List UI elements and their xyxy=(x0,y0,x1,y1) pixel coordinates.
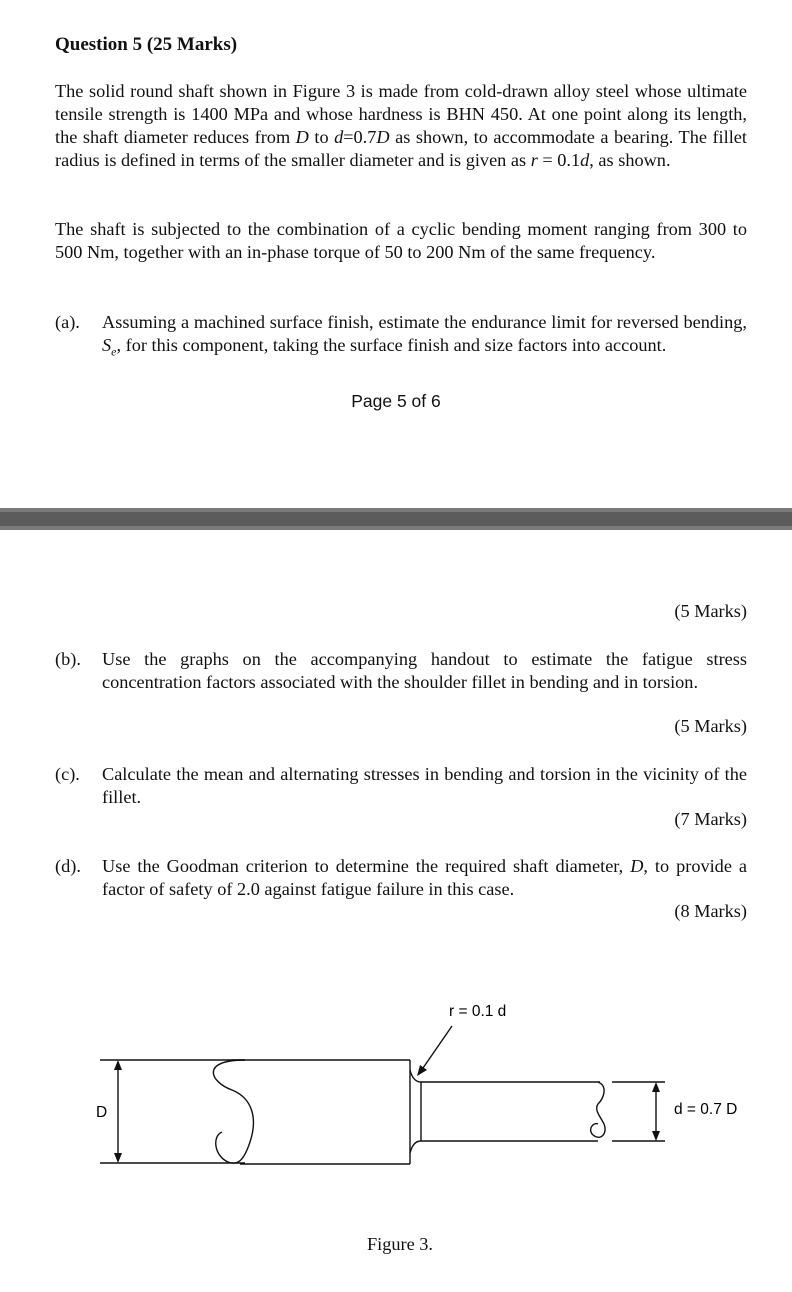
label-r: r = 0.1 d xyxy=(449,1003,507,1020)
loading-paragraph: The shaft is subjected to the combination of a cyclic bending moment ranging from 300 to 500 Nm, together with an in-phase torque of 50 to 200 Nm of the same frequency. xyxy=(55,219,747,262)
page-number: Page 5 of 6 xyxy=(351,391,441,411)
page-5 xyxy=(0,0,792,508)
lower-fillet xyxy=(410,1141,421,1153)
d-arrow-up xyxy=(652,1082,660,1092)
part-b-marks: (5 Marks) xyxy=(674,716,747,736)
part-b-label: (b). xyxy=(55,649,81,669)
page-6 xyxy=(0,530,792,1292)
part-d-text: Use the Goodman criterion to determine the required shaft diameter, D, to provide a factor of safety of 2.0 against fatigue failure in this case. xyxy=(102,856,747,899)
D-arrow-up xyxy=(114,1060,122,1070)
part-a-marks: (5 Marks) xyxy=(674,601,747,621)
part-d-label: (d). xyxy=(55,856,81,876)
label-D: D xyxy=(96,1104,108,1121)
part-d-marks: (8 Marks) xyxy=(674,901,747,921)
small-break-symbol xyxy=(591,1082,605,1137)
D-arrow-down xyxy=(114,1153,122,1163)
shaft-figure xyxy=(0,530,792,1292)
question-heading: Question 5 (25 Marks) xyxy=(55,34,238,55)
part-c-marks: (7 Marks) xyxy=(674,809,747,829)
r-leader-line xyxy=(423,1026,452,1068)
figure-caption: Figure 3. xyxy=(366,1234,433,1254)
label-d: d = 0.7 D xyxy=(674,1101,738,1118)
r-arrow-head xyxy=(417,1065,427,1076)
page-separator xyxy=(0,508,792,530)
part-a-label: (a). xyxy=(55,312,80,332)
large-break-symbol xyxy=(213,1060,253,1163)
intro-paragraph: The solid round shaft shown in Figure 3 is made from cold-drawn alloy steel whose ultimate tensile strength is 1400 MPa and whose hardness is BHN 450. At one point along its length, the shaft diameter reduces from D to d=0.7D as shown, to accommodate a bearing. The fillet radius is defined in terms of the smaller diameter and is given as r = 0.1d, as shown. xyxy=(55,81,747,170)
part-a-text: Assuming a machined surface finish, estimate the endurance limit for reversed bending, $S_e$, for this component, taking the surface finish and size factors into account. xyxy=(102,312,747,359)
d-arrow-down xyxy=(652,1131,660,1141)
part-c-text: Calculate the mean and alternating stresses in bending and torsion in the vicinity of the fillet. xyxy=(102,764,747,807)
part-c-label: (c). xyxy=(55,764,80,784)
part-b-text: Use the graphs on the accompanying handout to estimate the fatigue stress concentration factors associated with the shoulder fillet in bending and in torsion. xyxy=(102,649,747,692)
